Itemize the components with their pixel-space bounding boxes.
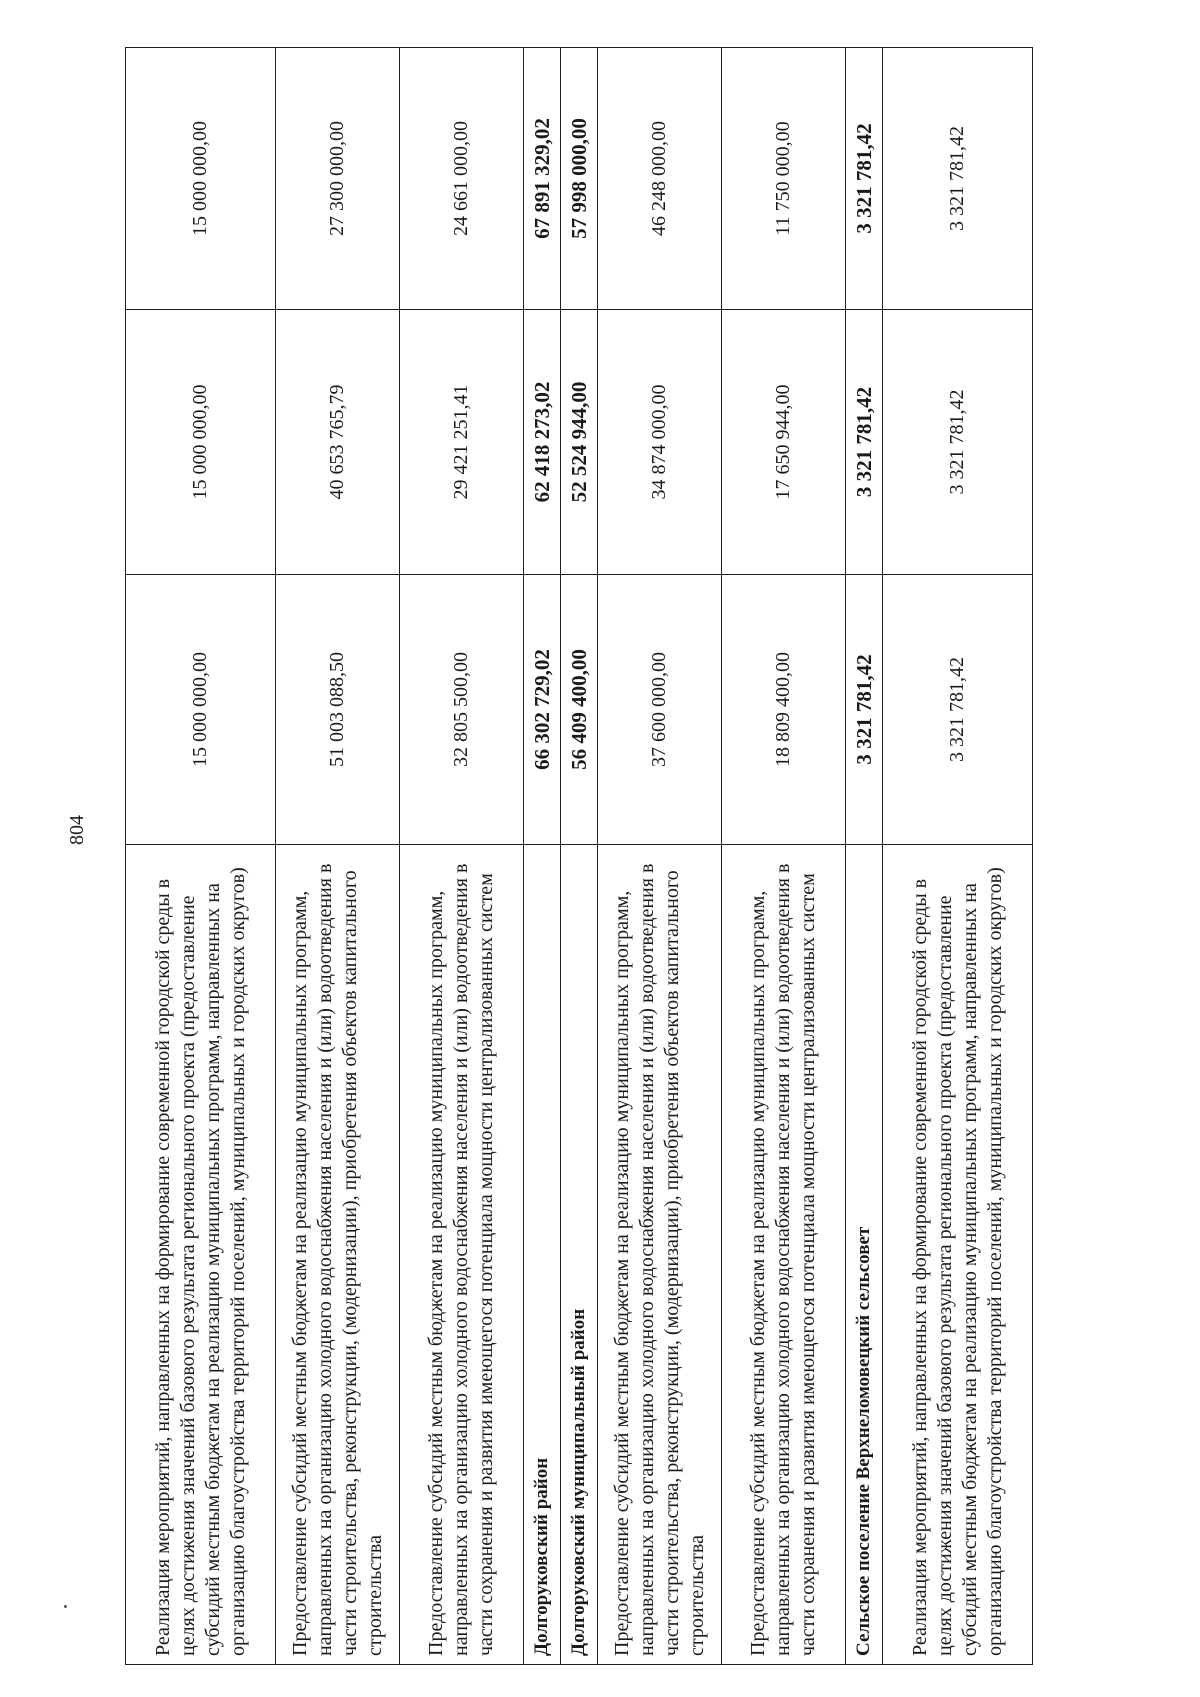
- row-value-1: 3 321 781,42: [883, 575, 1033, 845]
- table-row: [400, 48, 524, 1665]
- row-value-3: 15 000 000,00: [126, 48, 276, 310]
- row-value-2: 3 321 781,42: [846, 310, 883, 575]
- table-row-subtotal: [561, 48, 598, 1665]
- row-value-3: 3 321 781,42: [883, 48, 1033, 310]
- row-value-1: 3 321 781,42: [846, 575, 883, 845]
- row-value-3: 46 248 000,00: [598, 48, 722, 310]
- row-name: Предоставление субсидий местным бюджетам на реализацию муниципальных программ, направленных на организацию холодного водоснабжения населения и (или) водоотведения в части сохранения и развития имеющегося потенциала мощности централизованных систем: [400, 845, 524, 1665]
- row-value-3: 24 661 000,00: [400, 48, 524, 310]
- row-value-2: 52 524 944,00: [561, 310, 598, 575]
- row-name: Предоставление субсидий местным бюджетам на реализацию муниципальных программ, направленных на организацию холодного водоснабжения населения и (или) водоотведения в части строительства, реконструкции, (модернизации), приобретения объектов капитального строительства: [276, 845, 400, 1665]
- row-name: Предоставление субсидий местным бюджетам на реализацию муниципальных программ, направленных на организацию холодного водоснабжения населения и (или) водоотведения в части строительства, реконструкции, (модернизации), приобретения объектов капитального строительства: [598, 845, 722, 1665]
- row-value-1: 37 600 000,00: [598, 575, 722, 845]
- row-value-2: 17 650 944,00: [722, 310, 846, 575]
- table-row: [598, 48, 722, 1665]
- row-value-2: 34 874 000,00: [598, 310, 722, 575]
- row-value-1: 18 809 400,00: [722, 575, 846, 845]
- row-value-3: 67 891 329,02: [524, 48, 561, 310]
- row-value-3: 11 750 000,00: [722, 48, 846, 310]
- row-name: Реализация мероприятий, направленных на формирование современной городской среды в целях достижения значений базового результата регионального проекта (предоставление субсидий местным бюджетам на реализацию муниципальных программ, направленных на организацию благоустройства территорий поселений, муниципальных и городских округов): [883, 845, 1033, 1665]
- table-row: [276, 48, 400, 1665]
- table-row-subtotal: [524, 48, 561, 1665]
- row-value-3: 3 321 781,42: [846, 48, 883, 310]
- scan-speck: [64, 1605, 67, 1608]
- row-value-3: 27 300 000,00: [276, 48, 400, 310]
- table-row: [126, 48, 276, 1665]
- row-name: Сельское поселение Верхнеломовецкий сельсовет: [846, 845, 883, 1665]
- table-row-subtotal: [846, 48, 883, 1665]
- page-number: 804: [66, 815, 88, 845]
- budget-table: [125, 47, 1033, 1665]
- row-value-1: 15 000 000,00: [126, 575, 276, 845]
- budget-table-container: [125, 48, 1082, 1665]
- table-row: [722, 48, 846, 1665]
- row-name: Предоставление субсидий местным бюджетам на реализацию муниципальных программ, направленных на организацию холодного водоснабжения населения и (или) водоотведения в части сохранения и развития имеющегося потенциала мощности централизованных систем: [722, 845, 846, 1665]
- row-value-2: 3 321 781,42: [883, 310, 1033, 575]
- row-value-2: 62 418 273,02: [524, 310, 561, 575]
- row-value-1: 51 003 088,50: [276, 575, 400, 845]
- row-value-1: 56 409 400,00: [561, 575, 598, 845]
- row-value-2: 40 653 765,79: [276, 310, 400, 575]
- row-value-2: 15 000 000,00: [126, 310, 276, 575]
- row-value-2: 29 421 251,41: [400, 310, 524, 575]
- row-name: Реализация мероприятий, направленных на формирование современной городской среды в целях достижения значений базового результата регионального проекта (предоставление субсидий местным бюджетам на реализацию муниципальных программ, направленных на организацию благоустройства территорий поселений, муниципальных и городских округов): [126, 845, 276, 1665]
- row-name: Долгоруковский район: [524, 845, 561, 1665]
- row-value-1: 32 805 500,00: [400, 575, 524, 845]
- table-row: [883, 48, 1033, 1665]
- row-value-1: 66 302 729,02: [524, 575, 561, 845]
- row-value-3: 57 998 000,00: [561, 48, 598, 310]
- row-name: Долгоруковский муниципальный район: [561, 845, 598, 1665]
